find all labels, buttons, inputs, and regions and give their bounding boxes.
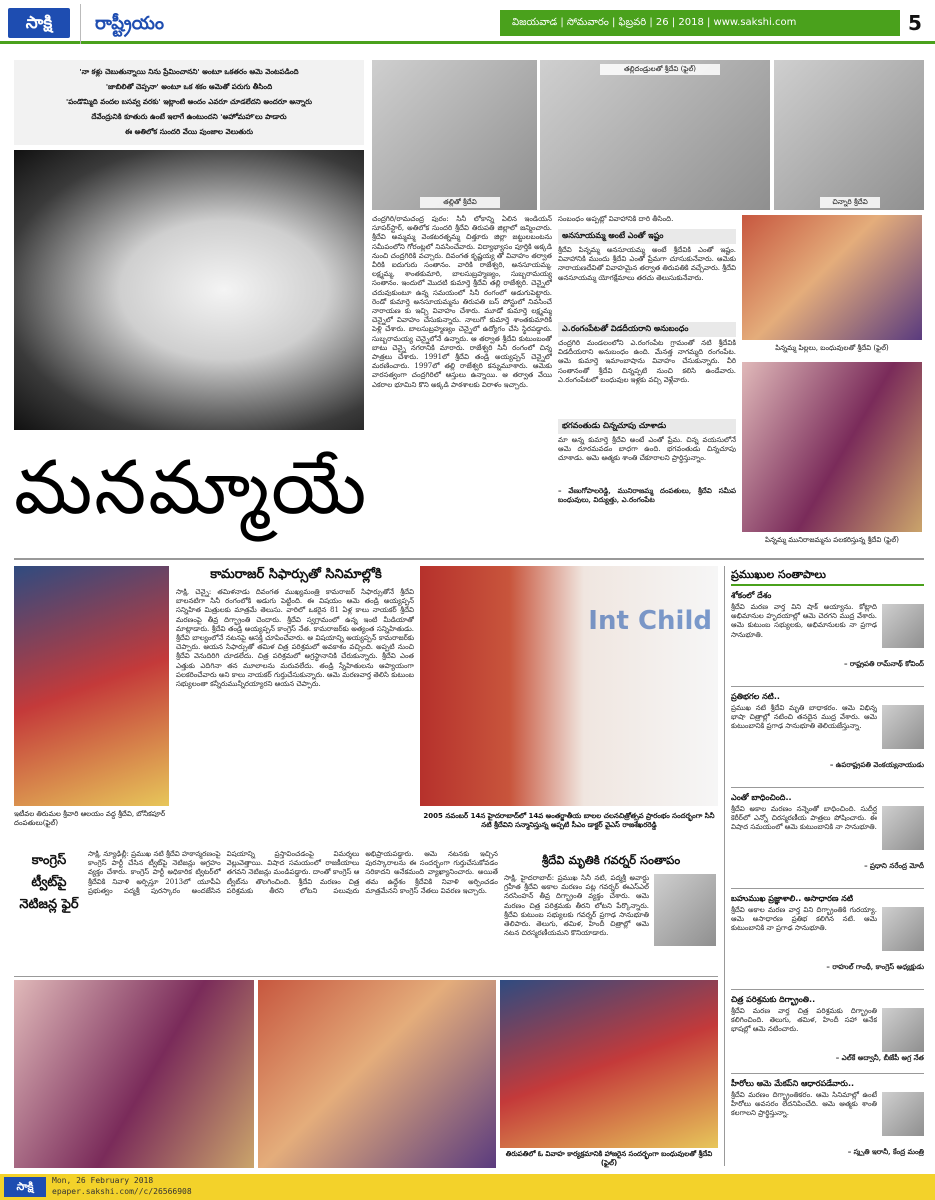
condolence-item <box>731 590 924 687</box>
condolence-signature: – రాహుల్ గాంధీ, కాంగ్రెస్ అధ్యక్షుడు <box>826 962 924 971</box>
photo-caption: తిరుపతిలో ఓ వివాహ కార్యక్రమానికి హాజరైన సందర్భంగా బంధువులతో శ్రీదేవి (ఫైల్) <box>505 1150 713 1167</box>
page-header <box>0 0 935 44</box>
photo-caption: చిన్నారి శ్రీదేవి <box>820 197 880 208</box>
congress-article: సాక్షి, న్యూఢిల్లీ: ప్రముఖ నటి శ్రీదేవి హఠాన్మరణంపై కాంగ్రెస్ పార్టీ చేసిన ట్వీట్‌పై నెటిజన్లు ఆగ్రహం వ్యక్తం చేశారు. కాంగ్రెస్ పార్టీ అధికారిక ట్విటర్‌లో శ్రీదేవికి నివాళి అర్పిస్తూ 2013లో యూపీఏ ప్రభుత్వం పద్మశ్రీ పురస్కారం అందజేసిన విషయాన్ని ప్రస్తావించడంపై విమర్శలు వెల్లువెత్తాయి. విషాద సమయంలో రాజకీయాలు తగవని నెటిజన్లు మండిపడ్డారు. దాంతో కాంగ్రెస్ ఆ ట్వీట్‌ను తొలగించింది. శ్రీదేవి మరణం చిత్ర పరిశ్రమకు తీరని లోటని పలువురు అభిప్రాయపడ్డారు. ఆమె నటనకు ఇచ్చిన పురస్కారాలను ఈ సందర్భంగా గుర్తుచేసుకోవడం సరికాదని అనేకమంది వ్యాఖ్యానించారు. అయితే తమ ఉద్దేశం శ్రీదేవికి నివాళి అర్పించడం మాత్రమేనని కాంగ్రెస్ నేతలు వివరణ ఇచ్చారు. <box>88 850 498 895</box>
condolence-text: శ్రీదేవి మరణ వార్త విని షాక్ అయ్యాను. కోట్లాది అభిమానుల హృదయాల్లో ఆమె చెరగని ముద్ర వేశారు. ఆమె కుటుంబ సభ్యులకు, అభిమానులకు నా ప్రగాఢ సానుభూతి. <box>731 603 877 639</box>
congress-headline: కాంగ్రెస్ ట్వీట్‌పై నెటిజన్ల ఫైర్ <box>19 853 79 912</box>
section-divider <box>14 976 718 977</box>
subheading: అనసూయమ్మ అంటే ఎంతో ఇష్టం <box>558 229 736 244</box>
condolence-heading: బహుముఖ ప్రజ్ఞాశాలి.. అసాధారణ నటి <box>731 894 854 903</box>
condolence-text: శ్రీదేవి మరణం దిగ్భ్రాంతికరం. ఆమె సినిమాల్లో ఉంటే హీరోలు అవసరం లేదనిపించేది. ఆమె ఆత్మకు శాంతి కలగాలని ప్రార్థిస్తున్నా. <box>731 1091 877 1118</box>
main-title: మనమ్మాయే <box>14 445 369 531</box>
condolence-item <box>731 792 924 889</box>
governor-headline: శ్రీదేవి మృతికి గవర్నర్ సంతాపం <box>541 853 681 867</box>
photo-caption: పిన్నమ్మ మునిరాజమ్మను పలకరిస్తున్న శ్రీదేవి (ఫైల్) <box>765 536 899 544</box>
condolence-heading: శోకంలో దేశం <box>731 591 772 600</box>
page-number: 5 <box>908 11 922 35</box>
photo-governor <box>654 874 716 946</box>
footer-date: Mon, 26 February 2018 <box>52 1176 154 1185</box>
intro-quote: 'పండొమ్మిది వందల బసవ్వ వరకు' ఇట్లాంటి అందం ఎవరూ చూడలేదని అందరూ అన్నారు <box>66 97 312 106</box>
photo-tirumala-temple <box>14 566 169 806</box>
page-footer <box>0 1174 935 1200</box>
quote-signature: – వేణుగోపాలరెడ్డి, మునిరాజమ్మ దంపతులు, శ్రీదేవి సమీప బంధువులు, విద్యుత్తు, ఎ.రంగంపేట <box>558 486 736 505</box>
kamaraj-headline: కామరాజర్ సిఫార్సుతో సినిమాల్లోకి <box>210 567 382 582</box>
condolence-signature: – ప్రధాని నరేంద్ర మోదీ <box>864 861 924 870</box>
condolence-heading: హీరోలు ఆమె మేకప్‌ని ఆధారపడేవారు.. <box>731 1079 855 1088</box>
photo-ysr-felicitation <box>420 566 718 806</box>
kamaraj-article: సాక్షి, చెన్నై: తమిళనాడు దివంగత ముఖ్యమంత్రి కామరాజర్ సిఫార్సుతోనే శ్రీదేవి బాలనటిగా సినీ రంగంలోకి అడుగు పెట్టింది. ఈ విషయం ఆమె తండ్రి అయ్యప్పన్ సన్నిహిత మిత్రులకు మాత్రమే తెలుసు. వారిలో ఒకరైన 81 ఏళ్ల కాలు నాయకర్ శ్రీదేవి మరణంపై తీవ్ర దిగ్భ్రాంతి చెందారు. శ్రీదేవి స్వగ్రామంలో ఉన్న ఇంటి మీడియాతో మాట్లాడారు. శ్రీదేవి తండ్రి అయ్యప్పన్ కాంగ్రెస్ నేత. కామరాజర్‌కు అత్యంత సన్నిహితుడు. శ్రీదేవి బాల్యంలోనే నటనపై ఆసక్తి చూపించేవారు. ఆ విషయాన్ని అయ్యప్పన్ కామరాజర్‌కు చెప్పారు. ఆయన సిఫార్సుతో తమిళ చిత్ర పరిశ్రమలో అవకాశం వచ్చింది. అప్పటి నుంచి శ్రీదేవి వెనుదిరిగి చూడలేదు. చిత్ర పరిశ్రమలో అగ్రస్థానానికి చేరుకున్నారు. శ్రీదేవి ఎంత ఎత్తుకు ఎదిగినా తన మూలాలను మరువలేదు. తండ్రి స్నేహితులను ఆప్యాయంగా పలకరించేవారు అని కాలు నాయకర్ గుర్తుచేసుకున్నారు. ఆమె మరణవార్త తెలిసి కుటుంబ సభ్యులంతా కన్నీరుమున్నీరయ్యారని ఆయన చెప్పారు. <box>176 588 414 689</box>
condolence-item <box>731 1078 924 1178</box>
governor-article: సాక్షి, హైదరాబాద్: ప్రముఖ సినీ నటి, పద్మశ్రీ అవార్డు గ్రహీత శ్రీదేవి అకాల మరణం పట్ల గవర్నర్ ఈఎస్ఎల్ నరసింహన్ తీవ్ర దిగ్భ్రాంతి వ్యక్తం చేశారు. ఆమె మరణం చిత్ర పరిశ్రమకు తీరని లోటని పేర్కొన్నారు. శ్రీదేవి కుటుంబ సభ్యులకు గవర్నర్ ప్రగాఢ సానుభూతి తెలిపారు. తెలుగు, తమిళ, హిందీ చిత్రాల్లో ఆమె నటన చిరస్మరణీయమని కొనియాడారు. <box>504 874 649 938</box>
sakshi-logo[interactable]: సాక్షి <box>8 8 70 38</box>
condolence-heading: ఎంతో బాధించింది.. <box>731 793 792 802</box>
condolence-text: శ్రీదేవి అకాల మరణం నన్నెంతో బాధించింది. సుదీర్ఘ కెరీర్‌లో ఎన్నో చిరస్మరణీయ పాత్రలు పోషించారు. ఈ విషాద సమయంలో ఆమె కుటుంబానికి నా సానుభూతి. <box>731 805 877 832</box>
leader-photo <box>882 604 924 648</box>
intro-quotes <box>14 60 364 145</box>
condolence-heading: ప్రతిభగల నటి.. <box>731 692 780 701</box>
intro-quote: ఈ అతిలోక సుందరి వేయి పుంజాల వెలుతురు <box>124 127 254 136</box>
photo-with-parents <box>540 60 770 210</box>
subheading: భగవంతుడు చిన్నచూపు చూశాడు <box>558 419 736 434</box>
condolences-headline: ప్రముఖుల సంతాపాలు <box>731 566 924 586</box>
condolence-text: ప్రముఖ నటి శ్రీదేవి మృతి బాధాకరం. ఆమె విభిన్న భాషా చిత్రాల్లో నటించి తనదైన ముద్ర వేశారు. ఆమె కుటుంబానికి ప్రగాఢ సానుభూతి తెలియజేస్తున్నా. <box>731 704 877 731</box>
photo-relatives-1 <box>742 215 922 340</box>
article-text: మా అన్న కుమార్తె శ్రీదేవి అంటే ఎంతో ప్రేమ. చిన్న వయసులోనే ఆమె దూరమవడం బాధగా ఉంది. భగవంతుడు చిన్నచూపు చూశాడు. ఆమె ఆత్మకు శాంతి చేకూరాలని ప్రార్థిస్తున్నాం. <box>558 436 736 463</box>
sridevi-portrait <box>14 150 364 430</box>
leader-photo <box>882 1092 924 1136</box>
condolence-text: శ్రీదేవి మరణ వార్త చిత్ర పరిశ్రమకు దిగ్భ్రాంతి కలిగించింది. తెలుగు, తమిళ, హిందీ సహా అనేక భాషల్లో ఆమె నటించారు. <box>731 1007 877 1034</box>
photo-wedding-2 <box>258 980 496 1168</box>
photo-with-mother <box>372 60 537 210</box>
article-text: చంద్రగిరి మండలంలోని ఎ.రంగంపేట గ్రామంతో నటి శ్రీదేవికి విడదీయరాని అనుబంధం ఉంది. మేనత్త నాగమ్మది రంగంపేట. ఆమె కుమార్తె ఇమాంబాషాను వివాహం చేసుకున్నారు. వీరి సంతానంతో శ్రీదేవి చిన్నప్పటి నుంచి కలిసి ఉండేవారు. ఎ.రంగంపేటలో బంధువుల ఇళ్లకు వచ్చి వెళ్లేవారు. <box>558 339 736 384</box>
condolence-text: శ్రీదేవి అకాల మరణ వార్త విని దిగ్భ్రాంతికి గురయ్యా. ఆమె అసాధారణ ప్రతిభ కలిగిన నటి. ఆమె కుటుంబానికి నా ప్రగాఢ సానుభూతి. <box>731 906 877 933</box>
section-divider <box>14 558 924 560</box>
condolence-item <box>731 691 924 788</box>
date-edition-info: విజయవాడ | సోమవారం | ఫిబ్రవరి | 26 | 2018 | www.sakshi.com <box>500 10 900 36</box>
leader-photo <box>882 705 924 749</box>
photo-caption: పిన్నమ్మ పిల్లలు, బంధువులతో శ్రీదేవి (ఫైల్) <box>775 344 889 352</box>
leader-photo <box>882 907 924 951</box>
intro-quote: 'జాబిలితో చెప్పనా' అంటూ ఒక శకం ఆమెతో పరుగు తీసింది <box>105 82 273 91</box>
article-text: శ్రీదేవి పిన్నమ్మ అనసూయమ్మ అంటే శ్రీదేవికి ఎంతో ఇష్టం. వివాహానికి ముందు శ్రీదేవి ఎంతో ప్రేమగా చూసుకునేవారు. ఆమెకు నారాయణదేవితో వివాహమైన తర్వాత తిరుపతికి వచ్చేవారు. శ్రీదేవి అనసూయమ్మ యోగక్షేమాలు తరచు తెలుసుకునేవారు. <box>558 246 736 282</box>
event-banner-text: Int Child <box>588 606 712 636</box>
footer-logo[interactable]: సాక్షి <box>4 1177 46 1197</box>
condolence-heading: చిత్ర పరిశ్రమకు దిగ్భ్రాంతి.. <box>731 995 816 1004</box>
leader-photo <box>882 806 924 850</box>
condolence-signature: – ఉపరాష్ట్రపతి వెంకయ్యనాయుడు <box>829 760 924 769</box>
photo-caption: తల్లితో శ్రీదేవి <box>420 197 500 208</box>
photo-caption: 2005 నవంబర్ 14న హైదరాబాద్‌లో 14వ అంతర్జాతీయ బాలల చలనచిత్రోత్సవ ప్రారంభం సందర్భంగా సినీ నటి శ్రీదేవిని సన్మానిస్తున్న అప్పటి సీఎం డాక్టర్ వైఎస్ రాజశేఖరరెడ్డి <box>423 812 715 829</box>
bio-article: చంద్రగిరి/రామచంద్ర పురం: సినీ లోకాన్ని ఏలిన ఇండియన్ సూపర్‌స్టార్, అతిలోక సుందరి శ్రీదేవి తిరుపతి జిల్లాలో జన్మించారు. శ్రీదేవి అమ్మమ్మ వెంకటరత్నమ్మ చిత్తూరు జిల్లా జట్టులబంటను సమీపంలోని గోరంట్లలో నివసించేవారు. విద్యాభ్యాసం పూర్తికి అక్కడి నుంచి చంద్రగిరికి వచ్చారు. దివంగత కృష్ణయ్య తో వివాహం తర్వాత వీరికి ఐదుగురు సంతానం. వారికి రాజేశ్వరి, అనసూయమ్మ, లక్ష్మమ్మ, శాంతకుమారి, బాలసుబ్రహ్మణ్యం, సుబ్బరామయ్య సంతానం. ఇందులో మొదటి కుమార్తె శ్రీదేవి తల్లి రాజేశ్వరి. చెన్నైలో చదువుకుంటూ ఉన్న సమయంలో సినీ రంగంలో అడుగుపెట్టారు. రెండో కుమార్తె అనసూయమ్మను తిరుపతి బస్ పోస్టులో నివసించే నారాయణ కు ఇచ్చి వివాహం చేశారు. మూడో కుమార్తె లక్ష్మమ్మ చెన్నైలో వివాహం చేసుకున్నారు. నాలుగో కుమార్తె శాంతకుమారికి పెళ్లి చేశారు. బాలసుబ్రహ్మణ్యం చెన్నైలో ఉద్యోగం చేసి స్థిరపడ్డారు. సుబ్బరామయ్య చెన్నైలోనే ఉన్నారు. ఆ తర్వాత శ్రీదేవి కుటుంబంతో బాటు చెన్నై నగరానికి మారారు. రాజేశ్వరి సినీ రంగంలో చిన్న పాత్రలు చేశారు. 1991లో శ్రీదేవి తండ్రి అయ్యప్పన్ చెన్నైలో మరణించారు. 1997లో తల్లి రాజేశ్వరి కన్నుమూశారు. ఆమెకు వారసత్వంగా చంద్రగిరిలో ఆస్తులు ఉన్నాయి. ఆ తర్వాత వేయి ఎకరాల భూమిని కొని అక్కడి పాఠశాలకు విరాళం ఇచ్చారు. <box>372 215 552 389</box>
photo-caption: తల్లిదండ్రులతో శ్రీదేవి (ఫైల్) <box>600 64 720 75</box>
photo-caption: ఇటీవల తిరుమల శ్రీవారి ఆలయం వద్ద శ్రీదేవి, బోనీకపూర్ దంపతులు(ఫైల్) <box>14 810 166 827</box>
condolence-signature: – స్మృతి ఇరానీ, కేంద్ర మంత్రి <box>847 1147 924 1156</box>
photo-wedding-1 <box>14 980 254 1168</box>
intro-quote: దేవేంద్రునికి కూతురు ఉంటే ఇలాగే ఉంటుందని 'అహోమహా'లు పాడారు <box>91 112 287 121</box>
footer-url[interactable]: epaper.sakshi.com//c/26566908 <box>52 1187 192 1196</box>
relatives-column <box>558 215 736 550</box>
photo-child-sridevi <box>774 60 924 210</box>
condolence-item <box>731 893 924 990</box>
condolence-item <box>731 994 924 1074</box>
photo-relatives-2 <box>742 362 922 532</box>
condolences-panel <box>724 566 924 1166</box>
subheading: ఎ.రంగంపేటతో విడదీయరాని అనుబంధం <box>558 322 736 337</box>
section-name: రాష్ట్రీయం <box>80 4 178 44</box>
article-text: సంబంధం అప్పట్లో వివాహానికి దారి తీసింది. <box>558 215 674 223</box>
photo-tirupati-family <box>500 980 718 1148</box>
leader-photo <box>882 1008 924 1052</box>
intro-quote: 'నా కళ్లు చెబుతున్నాయి నిను ప్రేమించానని' అంటూ ఒకతరం ఆమె వెంటపడింది <box>79 67 299 76</box>
condolence-signature: – రాష్ట్రపతి రామ్‌నాథ్ కోవింద్ <box>843 659 924 668</box>
condolence-signature: – ఎల్‌కే అద్వానీ, బీజేపీ అగ్ర నేత <box>835 1053 924 1062</box>
